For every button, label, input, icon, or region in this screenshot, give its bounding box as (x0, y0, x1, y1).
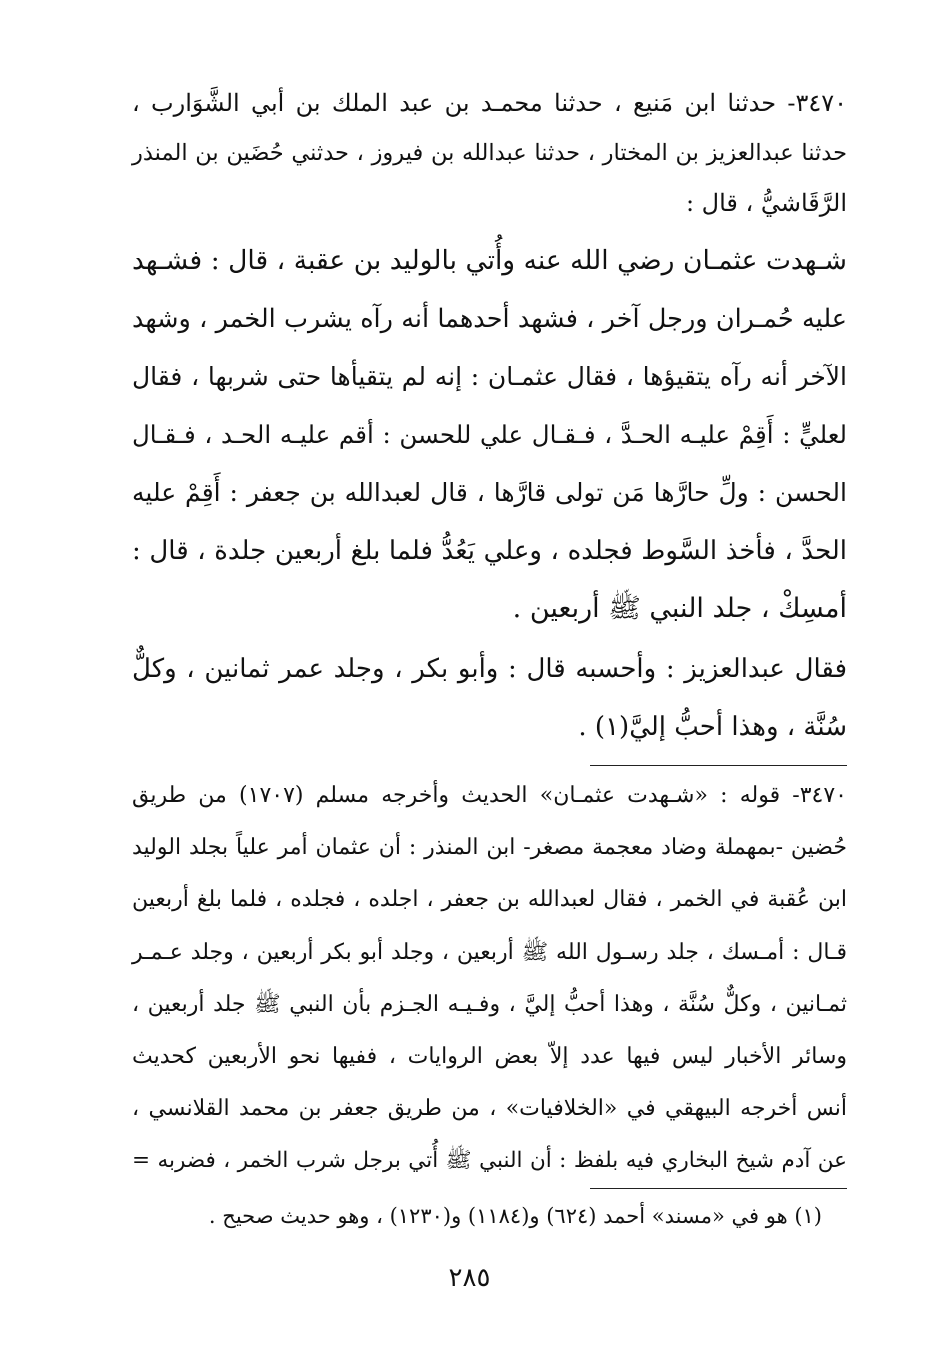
remark-line: سُنَّة ، وهذا أحبُّ إليَّ(١) . (578, 712, 847, 742)
commentary-line: أنس أخرجه البيهقي في «الخلافيات» ، من طريق جعفر بن محمد القلانسي ، (132, 1096, 847, 1122)
matn-line: شـهدت عثمـان رضي الله عنه وأُتي بالوليد بن عقبة ، قال : فشـهد (132, 245, 847, 276)
matn-line: لعليٍّ : أَقِمْ عليـه الحـدَّ ، فـقـال علي للحسن : أقم عليـه الحـد ، فـقـال (132, 420, 847, 449)
footnote: (١) هو في «مسند» أحمد (٦٢٤) و(١١٨٤) و(١٢٣٠) ، وهو حديث صحيح . (208, 1204, 822, 1228)
commentary-divider (590, 765, 847, 766)
matn-line: الحسن : ولِّ حارَّها مَن تولى قارَّها ، قال لعبدالله بن جعفر : أَقِمْ عليه (132, 478, 847, 507)
page-number: ٢٨٥ (448, 1263, 491, 1293)
footnote-divider (590, 1188, 847, 1189)
commentary-line: ابن عُقبة في الخمر ، فقال لعبدالله بن جعفر ، اجلده ، فجلده ، فلما بلغ أربعين (132, 887, 847, 913)
hadith-matn (132, 232, 847, 638)
sanad-line: ٣٤٧٠- حدثنا ابن مَنيع ، حدثنا محمـد بن عبد الملك بن أبي الشَّوَارب ، (132, 89, 847, 117)
commentary-line: ٣٤٧٠- قوله : «شـهدت عثمـان» الحديث وأخرجه مسلم (١٧٠٧) من طريق (132, 783, 847, 808)
commentary-line: حُضين -بمهملة وضاد معجمة مصغر- ابن المنذر : أن عثمان أمر علياً بجلد الوليد (132, 835, 847, 861)
commentary-line: وسائر الأخبار ليس فيها عدد إلاّ بعض الروايات ، ففيها نحو الأربعين كحديث (132, 1044, 847, 1070)
matn-line: عليه حُمـران ورجل آخر ، فشهد أحدهما أنه رآه يشرب الخمر ، وشهد (132, 304, 847, 334)
hadith-sanad (132, 78, 847, 228)
matn-line: الحدَّ ، فأخذ السَّوط فجلده ، وعلي يَعُدُّ فلما بلغ أربعين جلدة ، قال : (132, 536, 847, 566)
commentary-line: قـال : أمـسك ، جلد رسـول الله ﷺ أربعين ، وجلد أبو بكر أربعين ، وجلد عـمـر (132, 939, 847, 965)
commentary-line: عن آدم شيخ البخاري فيه بلفظ : أن النبي ﷺ أُتي برجل شرب الخمر ، فضربه = (132, 1148, 847, 1174)
remark-line: فقال عبدالعزيز : وأحسبه قال : وأبو بكر ، وجلد عمر ثمانين ، وكلٌّ (132, 654, 847, 684)
sanad-line: الرَّقَاشيُّ ، قال : (685, 189, 847, 217)
matn-line: أمسِكْ ، جلد النبي ﷺ أربعين . (512, 593, 847, 624)
matn-line: الآخر أنه رآه يتقيؤها ، فقال عثمـان : إنه لم يتقيأها حتى شربها ، فقال (132, 362, 847, 391)
commentary-line: ثمـانين ، وكلٌّ سُنَّة ، وهذا أحبُّ إليَّ ، وفـيـه الجـزم بأن النبي ﷺ جلد أربعين ، (132, 991, 847, 1017)
narrator-remark (132, 640, 847, 756)
sanad-line: حدثنا عبدالعزيز بن المختار ، حدثنا عبدالله بن فيروز ، حدثني حُضَين بن المنذر (132, 140, 847, 166)
commentary (132, 770, 847, 1188)
